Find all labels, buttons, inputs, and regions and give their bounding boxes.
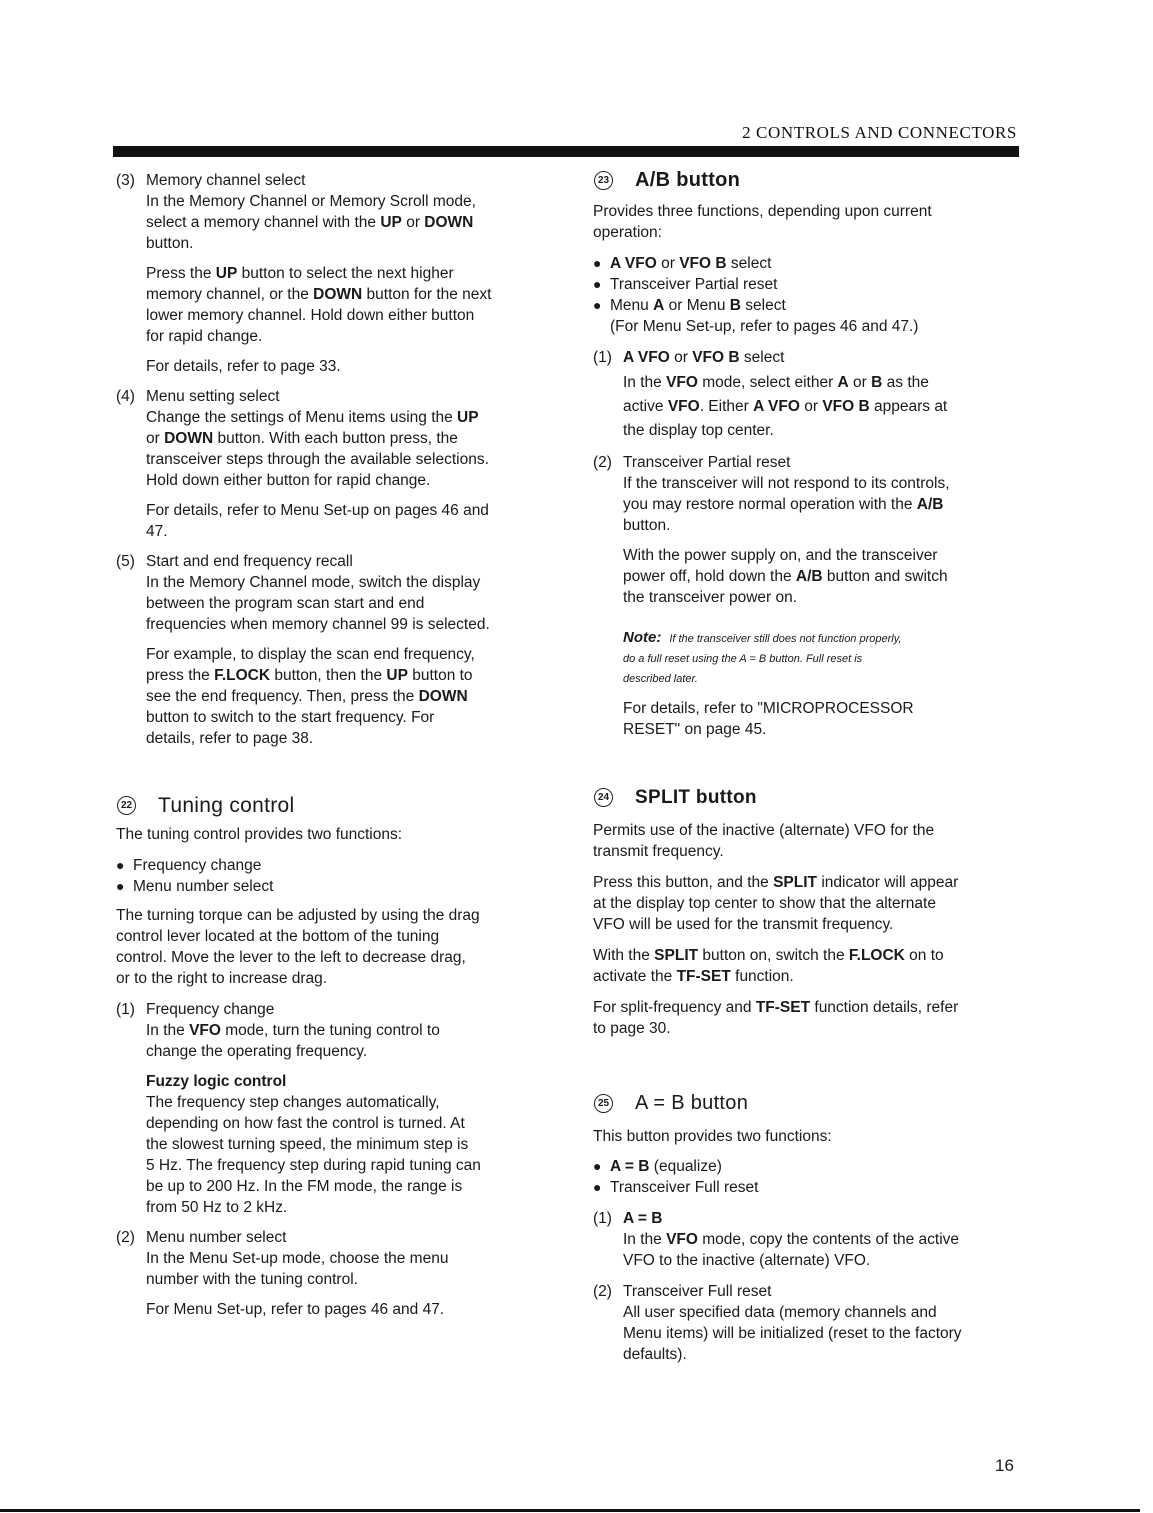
bullet-list <box>593 253 1018 337</box>
list-item: ● A = B (equalize) <box>593 1158 722 1175</box>
list-item: ● Menu A or Menu B select <box>593 297 786 314</box>
section-heading <box>116 795 556 816</box>
heading-text: Tuning control <box>158 794 295 817</box>
paragraph: Permits use of the inactive (alternate) VFO for the transmit frequency. <box>593 822 935 860</box>
section-heading <box>593 170 1018 191</box>
paragraph: In the VFO mode, select either A or B as the active VFO. Either A VFO or VFO B appears at the display top center. <box>623 374 948 439</box>
list-item: ● Frequency change <box>116 857 262 874</box>
item-vfo-select <box>593 347 1018 443</box>
paragraph: Press this button, and the SPLIT indicator will appear at the display top center to show that the alternate VFO will be used for the transmit frequency. <box>593 874 959 933</box>
item-menu-number-select <box>116 1227 556 1320</box>
section-split-button <box>593 787 1018 1049</box>
heading-text: SPLIT button <box>635 787 757 808</box>
bullet-icon: ● <box>593 1158 602 1174</box>
paragraph: The tuning control provides two functions: <box>116 826 403 843</box>
item-number: (2) <box>116 1229 135 1246</box>
paragraph: In the VFO mode, turn the tuning control to change the operating frequency. <box>146 1022 440 1060</box>
chapter-header: 2 CONTROLS AND CONNECTORS <box>742 123 1017 142</box>
heading-text: A = B button <box>635 1092 749 1114</box>
item-title: Frequency change <box>146 1001 275 1018</box>
item-frequency-change <box>116 999 556 1218</box>
item-number: (1) <box>116 1001 135 1018</box>
item-title: Menu number select <box>146 1229 287 1246</box>
note: Note: If the transceiver still does not function properly, do a full reset using the A = B button. Full reset is described later. <box>623 629 902 685</box>
section-ab-button <box>593 170 1018 749</box>
list-item: ● Transceiver Full reset <box>593 1179 759 1196</box>
item-title: Transceiver Partial reset <box>623 454 791 471</box>
paragraph: In the Memory Channel mode, switch the display between the program scan start and end frequencies when memory channel 99 is selected. <box>146 574 490 633</box>
section-heading <box>593 787 1018 808</box>
bullet-icon: ● <box>593 297 602 313</box>
paragraph: Change the settings of Menu items using the UP or DOWN button. With each button press, the transceiver steps through the available selections. Hold down either button for rapid change. <box>146 409 489 489</box>
bullet-icon: ● <box>593 276 602 292</box>
item-number: (1) <box>593 1210 612 1227</box>
paragraph: Provides three functions, depending upon current operation: <box>593 203 932 241</box>
bullet-icon: ● <box>593 255 602 271</box>
page-reference: For details, refer to page 33. <box>146 358 341 375</box>
paragraph: All user specified data (memory channels and Menu items) will be initialized (reset to the factory defaults). <box>623 1304 962 1363</box>
number-badge-icon: 25 <box>594 1094 613 1113</box>
paragraph: This button provides two functions: <box>593 1128 832 1145</box>
item-title: Start and end frequency recall <box>146 553 353 570</box>
footer-rule <box>0 1509 1140 1512</box>
paragraph: With the SPLIT button on, switch the F.LOCK on to activate the TF-SET function. <box>593 947 944 985</box>
item-number: (2) <box>593 1283 612 1300</box>
item-title: A = B <box>623 1210 663 1227</box>
item-number: (1) <box>593 349 612 366</box>
list-note: (For Menu Set-up, refer to pages 46 and 47.) <box>610 318 919 335</box>
left-column <box>116 170 556 1318</box>
item-title: Transceiver Full reset <box>623 1283 772 1300</box>
paragraph: For split-frequency and TF-SET function details, refer to page 30. <box>593 999 959 1037</box>
paragraph: In the VFO mode, copy the contents of the active VFO to the inactive (alternate) VFO. <box>623 1231 960 1269</box>
number-badge-icon: 23 <box>594 171 613 190</box>
number-badge-icon: 22 <box>117 796 136 815</box>
item-title: A VFO or VFO B select <box>623 349 785 366</box>
section-tuning-control <box>116 795 556 1329</box>
paragraph: In the Memory Channel or Memory Scroll mode, select a memory channel with the UP or DOWN button. <box>146 193 476 252</box>
item-menu-setting-select <box>116 386 556 542</box>
item-full-reset <box>593 1281 1018 1365</box>
section-a-equals-b-button <box>593 1093 1018 1374</box>
bullet-list <box>593 1156 1018 1198</box>
item-partial-reset <box>593 452 1018 740</box>
paragraph: The frequency step changes automatically, depending on how fast the control is turned. At the slowest turning speed, the minimum step is 5 Hz. The frequency step during rapid tuning can be up to 200 Hz. In the FM mode, the range is from 50 Hz to 2 kHz. <box>146 1094 481 1216</box>
item-title: Memory channel select <box>146 172 306 189</box>
item-number: (3) <box>116 172 135 189</box>
item-number: (5) <box>116 553 135 570</box>
paragraph: In the Menu Set-up mode, choose the menu number with the tuning control. <box>146 1250 449 1288</box>
item-number: (2) <box>593 454 612 471</box>
item-a-equals-b <box>593 1208 1018 1271</box>
page-reference: For details, refer to "MICROPROCESSOR RESET" on page 45. <box>623 700 914 738</box>
header-rule <box>113 146 1019 157</box>
page-reference: For details, refer to Menu Set-up on pages 46 and 47. <box>146 502 489 540</box>
list-item: ● Transceiver Partial reset <box>593 276 778 293</box>
item-frequency-recall <box>116 551 556 749</box>
item-memory-channel-select <box>116 170 556 377</box>
paragraph: For example, to display the scan end frequency, press the F.LOCK button, then the UP button to see the end frequency. Then, press the DOWN button to switch to the start frequency. For details, refer to page 38. <box>146 646 475 747</box>
paragraph: With the power supply on, and the transceiver power off, hold down the A/B button and switch the transceiver power on. <box>623 547 948 606</box>
bullet-icon: ● <box>116 857 125 873</box>
paragraph: Press the UP button to select the next higher memory channel, or the DOWN button for the next lower memory channel. Hold down either button for rapid change. <box>146 265 492 345</box>
list-item: ● A VFO or VFO B select <box>593 255 772 272</box>
number-badge-icon: 24 <box>594 788 613 807</box>
bullet-list <box>116 855 556 897</box>
paragraph: If the transceiver will not respond to its controls, you may restore normal operation with the A/B button. <box>623 475 950 534</box>
item-number: (4) <box>116 388 135 405</box>
list-item: ● Menu number select <box>116 878 274 895</box>
heading-text: A/B button <box>635 169 741 191</box>
bullet-icon: ● <box>593 1179 602 1195</box>
item-title: Menu setting select <box>146 388 280 405</box>
subheading: Fuzzy logic control <box>146 1073 287 1090</box>
paragraph: The turning torque can be adjusted by using the drag control lever located at the bottom of the tuning control. Move the lever to the left to decrease drag, or to the right to increase drag. <box>116 907 480 987</box>
page-reference: For Menu Set-up, refer to pages 46 and 47. <box>146 1301 445 1318</box>
page-number: 16 <box>995 1456 1014 1475</box>
section-heading <box>593 1093 1018 1114</box>
bullet-icon: ● <box>116 878 125 894</box>
